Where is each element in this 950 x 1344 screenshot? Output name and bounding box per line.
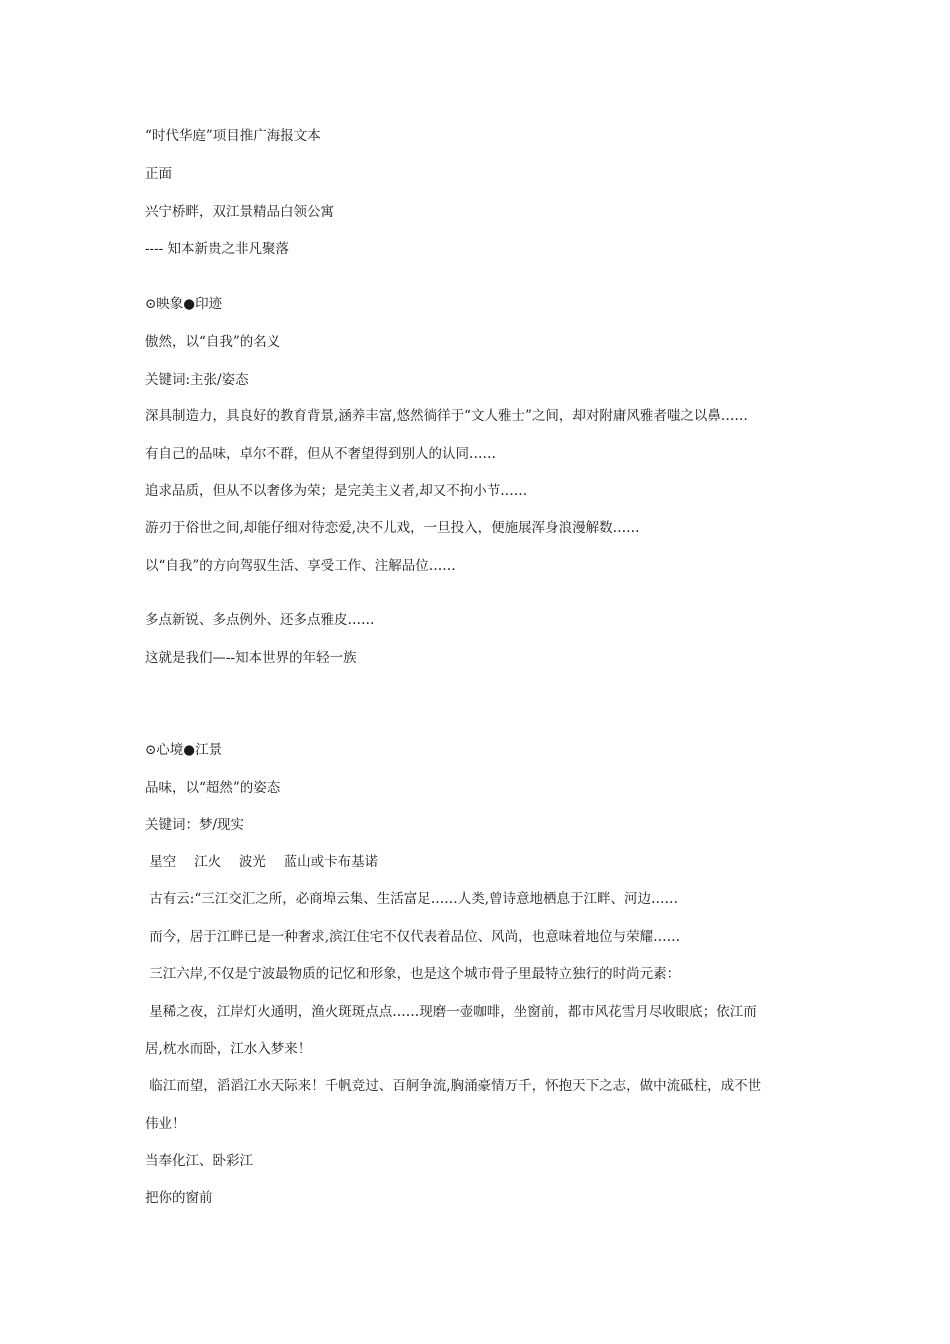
section1-heading: ⊙映象●印迹 bbox=[145, 296, 223, 312]
section1-paragraph: 多点新锐、多点例外、还多点雅皮…… bbox=[145, 612, 375, 628]
section1-paragraph: 游刃于俗世之间,却能仔细对待恋爱,决不儿戏，一旦投入，便施展浑身浪漫解数…… bbox=[145, 520, 640, 536]
section1-paragraph: 深具制造力，具良好的教育背景,涵养丰富,悠然徜徉于“文人雅士”之间，却对附庸风雅者嗤之以鼻…… bbox=[145, 408, 748, 424]
section1-paragraph: 追求品质，但从不以奢侈为荣；是完美主义者,却又不拘小节…… bbox=[145, 483, 528, 499]
section2-heading: ⊙心境●江景 bbox=[145, 742, 223, 758]
section2-paragraph: 古有云:“三江交汇之所，必商埠云集、生活富足……人类,曾诗意地栖息于江畔、河边…… bbox=[145, 891, 679, 907]
document-title: “时代华庭”项目推广海报文本 bbox=[145, 128, 321, 144]
section1-paragraph: 有自己的品味，卓尔不群，但从不奢望得到别人的认同…… bbox=[145, 446, 496, 462]
section2-words: 星空 江火 波光 蓝山或卡布基诺 bbox=[145, 854, 379, 870]
poster-side-label: 正面 bbox=[145, 166, 172, 182]
section1-tagline: 傲然，以“自我”的名义 bbox=[145, 334, 281, 350]
section1-paragraph: 以“自我”的方向驾驭生活、享受工作、注解品位…… bbox=[145, 558, 456, 574]
section2-paragraph: 而今，居于江畔已是一种奢求,滨江住宅不仅代表着品位、风尚，也意味着地位与荣耀…… bbox=[145, 929, 681, 945]
section1-paragraph: 这就是我们—--知本世界的年轻一族 bbox=[145, 650, 357, 666]
section2-paragraph: 居,枕水而卧，江水入梦来！ bbox=[145, 1041, 312, 1057]
section2-paragraph: 当奉化江、卧彩江 bbox=[145, 1153, 253, 1169]
headline: 兴宁桥畔，双江景精品白领公寓 bbox=[145, 204, 334, 220]
document-page bbox=[145, 0, 825, 1344]
section2-keywords: 关键词：梦/现实 bbox=[145, 817, 245, 833]
section2-paragraph: 三江六岸,不仅是宁波最物质的记忆和形象，也是这个城市骨子里最特立独行的时尚元素： bbox=[145, 966, 681, 982]
section2-paragraph: 把你的窗前 bbox=[145, 1190, 213, 1206]
section2-tagline: 品味，以“超然”的姿态 bbox=[145, 780, 281, 796]
section2-paragraph: 伟业！ bbox=[145, 1116, 186, 1132]
section2-paragraph: 临江而望，滔滔江水天际来！千帆竞过、百舸争流,胸涌豪情万千，怀抱天下之志，做中流砥柱，成不世 bbox=[145, 1078, 762, 1094]
section2-paragraph: 星稀之夜，江岸灯火通明，渔火斑斑点点……现磨一壶咖啡，坐窗前，都市风花雪月尽收眼底；依江而 bbox=[145, 1004, 757, 1020]
subheadline: ---- 知本新贵之非凡聚落 bbox=[145, 241, 290, 257]
section1-keywords: 关键词:主张/姿态 bbox=[145, 372, 249, 388]
